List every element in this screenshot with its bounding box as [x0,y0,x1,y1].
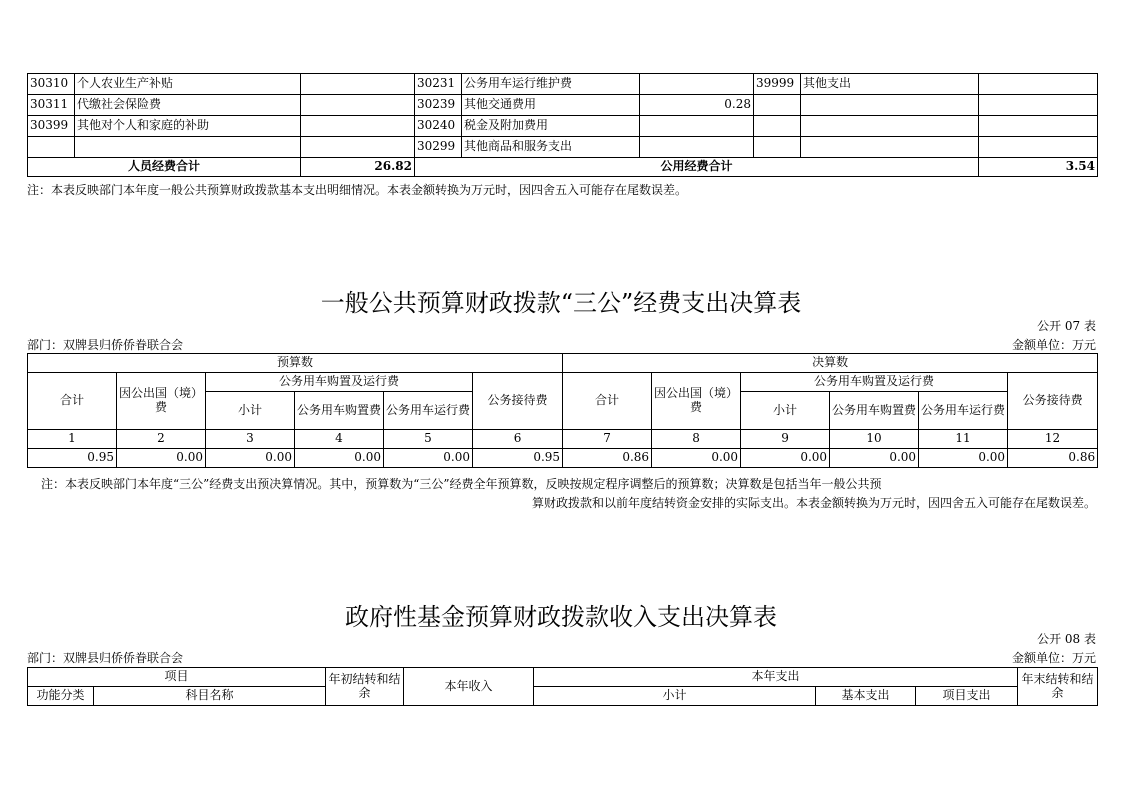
table-cell: 公务用车运行维护费 [462,74,640,95]
column-number: 3 [206,430,295,449]
func-class-header: 功能分类 [28,687,94,706]
final-abroad-header: 因公出国（境）费 [652,373,741,430]
basic-expense-table [27,73,1098,177]
column-number: 10 [830,430,919,449]
item-header: 项目 [28,668,326,687]
table-cell [301,95,415,116]
budget-vehicle-group-header: 公务用车购置及运行费 [206,373,473,392]
income-header: 本年收入 [404,668,534,706]
table-cell: 其他支出 [801,74,979,95]
table-cell [640,137,754,158]
basic-expense-header: 基本支出 [816,687,916,706]
table-cell [75,137,301,158]
end-balance-header: 年末结转和结余 [1018,668,1098,706]
column-number: 7 [563,430,652,449]
table2-note-line1: 注：本表反映部门本年度“三公”经费支出预决算情况。其中，预算数为“三公”经费全年预算数，反映按规定程序调整后的预算数；决算数是包括当年一般公共预 [41,477,882,491]
table-cell [979,95,1098,116]
table-cell: 其他交通费用 [462,95,640,116]
table3-dept: 部门：双牌县归侨侨眷联合会 [27,651,184,665]
column-number: 6 [473,430,563,449]
table3-unit: 金额单位：万元 [1011,651,1096,665]
begin-balance-header: 年初结转和结余 [326,668,404,706]
table-cell [640,116,754,137]
final-vehicle-purchase-header: 公务用车购置费 [830,392,919,430]
value-cell: 0.00 [741,449,830,468]
column-number: 8 [652,430,741,449]
value-cell: 0.00 [384,449,473,468]
table2-code: 公开 07 表 [1037,319,1096,333]
table-cell: 30310 [28,74,75,95]
final-total-header: 合计 [563,373,652,430]
value-cell: 0.00 [206,449,295,468]
value-cell: 0.00 [295,449,384,468]
value-cell: 0.00 [919,449,1008,468]
project-expense-header: 项目支出 [916,687,1018,706]
budget-vehicle-operate-header: 公务用车运行费 [384,392,473,430]
budget-vehicle-purchase-header: 公务用车购置费 [295,392,384,430]
column-number: 5 [384,430,473,449]
table-cell: 税金及附加费用 [462,116,640,137]
table3-title: 政府性基金预算财政拨款收入支出决算表 [345,603,777,631]
table-cell [979,116,1098,137]
gov-fund-table [27,667,1098,706]
final-vehicle-operate-header: 公务用车运行费 [919,392,1008,430]
table-cell: 30240 [415,116,462,137]
value-cell: 0.86 [1008,449,1098,468]
table-cell: 30311 [28,95,75,116]
column-number: 4 [295,430,384,449]
table-cell: 代缴社会保险费 [75,95,301,116]
budget-total-header: 合计 [28,373,117,430]
table-cell [301,74,415,95]
value-cell: 0.00 [117,449,206,468]
public-total-label: 公用经费合计 [415,158,979,177]
table-cell: 0.28 [640,95,754,116]
table-cell [640,74,754,95]
expense-subtotal-header: 小计 [534,687,816,706]
final-subtotal-header: 小计 [741,392,830,430]
table-cell [979,137,1098,158]
table2-dept: 部门：双牌县归侨侨眷联合会 [27,338,184,352]
column-number: 1 [28,430,117,449]
final-vehicle-group-header: 公务用车购置及运行费 [741,373,1008,392]
table-cell [28,137,75,158]
table-cell: 其他对个人和家庭的补助 [75,116,301,137]
table2-title: 一般公共预算财政拨款“三公”经费支出决算表 [320,289,802,317]
budget-reception-header: 公务接待费 [473,373,563,430]
table-cell [801,137,979,158]
table-cell: 30399 [28,116,75,137]
column-number: 2 [117,430,206,449]
value-cell: 0.00 [830,449,919,468]
value-cell: 0.00 [652,449,741,468]
value-cell: 0.95 [473,449,563,468]
expense-header: 本年支出 [534,668,1018,687]
budget-subtotal-header: 小计 [206,392,295,430]
column-number: 11 [919,430,1008,449]
column-number: 9 [741,430,830,449]
table-row [28,137,1098,158]
table-cell: 30239 [415,95,462,116]
column-number: 12 [1008,430,1098,449]
table-cell: 个人农业生产补贴 [75,74,301,95]
table-cell: 39999 [754,74,801,95]
table-cell [801,116,979,137]
three-public-expense-table [27,353,1098,468]
table-cell [301,137,415,158]
final-header: 决算数 [563,354,1098,373]
table-cell [801,95,979,116]
value-cell: 0.95 [28,449,117,468]
table2-note-line2: 算财政拨款和以前年度结转资金安排的实际支出。本表金额转换为万元时，因四舍五入可能存在尾数误差。 [531,496,1096,510]
table-cell [301,116,415,137]
subject-name-header: 科目名称 [94,687,326,706]
budget-abroad-header: 因公出国（境）费 [117,373,206,430]
budget-header: 预算数 [28,354,563,373]
table2-unit: 金额单位：万元 [1011,338,1096,352]
table-cell: 30231 [415,74,462,95]
table-cell [979,74,1098,95]
table-row [28,116,1098,137]
personnel-total-label: 人员经费合计 [28,158,301,177]
table-row [28,74,1098,95]
table1-note: 注：本表反映部门本年度一般公共预算财政拨款基本支出明细情况。本表金额转换为万元时，因四舍五入可能存在尾数误差。 [27,183,688,197]
table-cell [754,116,801,137]
personnel-total-value: 26.82 [301,158,415,177]
public-total-value: 3.54 [979,158,1098,177]
table-cell: 30299 [415,137,462,158]
table-row [28,95,1098,116]
value-cell: 0.86 [563,449,652,468]
table-cell [754,137,801,158]
final-reception-header: 公务接待费 [1008,373,1098,430]
table-cell: 其他商品和服务支出 [462,137,640,158]
table3-code: 公开 08 表 [1037,632,1096,646]
table-cell [754,95,801,116]
